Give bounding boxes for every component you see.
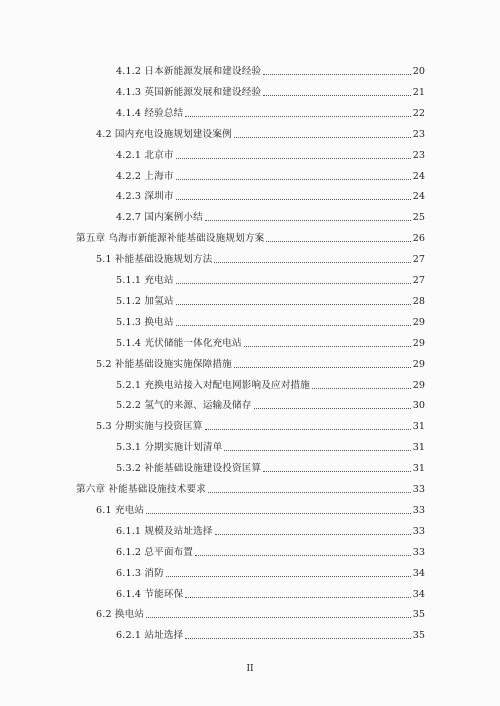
toc-entry-label: 4.2.3 深圳市 — [116, 191, 174, 203]
toc-entry-label: 6.1.4 节能环保 — [116, 588, 184, 600]
toc-entry-page-number: 35 — [412, 630, 425, 642]
toc-entry-label: 4.2.2 上海市 — [116, 170, 174, 182]
toc-dot-leader — [254, 408, 411, 409]
toc-dot-leader — [234, 137, 411, 138]
toc-entry-page-number: 33 — [412, 546, 425, 558]
toc-entry[interactable] — [116, 376, 425, 392]
toc-dot-leader — [263, 471, 410, 472]
toc-entry[interactable] — [116, 313, 425, 329]
toc-dot-leader — [176, 304, 411, 305]
toc-entry-label: 4.2 国内充电设施规划建设案例 — [96, 128, 232, 140]
toc-entry-page-number: 26 — [412, 233, 425, 245]
toc-dot-leader — [244, 346, 411, 347]
toc-entry-label: 5.1.1 充电站 — [116, 275, 174, 286]
toc-dot-leader — [214, 262, 410, 263]
toc-entry[interactable] — [76, 480, 425, 496]
toc-entry-page-number: 29 — [412, 316, 425, 328]
toc-entry-page-number: 23 — [412, 128, 425, 140]
toc-entry[interactable] — [96, 501, 425, 517]
toc-dot-leader — [176, 158, 411, 159]
toc-entry-label: 5.1.2 加氢站 — [116, 295, 174, 307]
toc-entry-label: 5.2.2 氢气的来源、运输及储存 — [116, 400, 252, 412]
toc-entry-label: 5.1 补能基础设施规划方法 — [96, 254, 213, 266]
toc-entry-label: 6.1.1 规模及站址选择 — [116, 525, 213, 537]
toc-entry-page-number: 33 — [412, 525, 425, 537]
toc-entry-label: 5.3.1 分期实施计划清单 — [116, 442, 223, 454]
toc-entry-label: 5.3 分期实施与投资匡算 — [96, 421, 203, 433]
toc-entry[interactable] — [116, 187, 425, 203]
toc-dot-leader — [205, 220, 411, 221]
toc-entry[interactable] — [76, 229, 425, 245]
toc-entry-page-number: 25 — [412, 212, 425, 224]
toc-entry-label: 4.2.7 国内案例小结 — [116, 212, 203, 224]
toc-entry[interactable] — [116, 292, 425, 308]
toc-entry-page-number: 31 — [412, 421, 425, 433]
toc-entry-page-number: 22 — [412, 107, 425, 119]
toc-entry-page-number: 33 — [412, 484, 425, 495]
toc-dot-leader — [146, 513, 411, 514]
toc-entry[interactable] — [116, 459, 425, 475]
toc-entry[interactable] — [116, 146, 425, 162]
toc-dot-leader — [234, 367, 411, 368]
toc-entry-label: 5.1.4 光伏储能一体化充电站 — [116, 337, 242, 349]
toc-dot-leader — [166, 576, 411, 577]
toc-dot-leader — [185, 597, 410, 598]
toc-entry[interactable] — [116, 83, 425, 99]
toc-entry-label: 5.2 补能基础设施实施保障措施 — [96, 358, 232, 370]
toc-dot-leader — [215, 534, 411, 535]
toc-dot-leader — [176, 325, 411, 326]
toc-entry[interactable] — [96, 250, 425, 266]
toc-entry-page-number: 29 — [412, 379, 425, 391]
toc-dot-leader — [176, 283, 411, 284]
toc-entry-label: 6.1 充电站 — [96, 504, 145, 516]
toc-entry-label: 4.2.1 北京市 — [116, 149, 174, 161]
toc-entry-page-number: 30 — [412, 400, 425, 412]
toc-entry[interactable] — [96, 125, 425, 141]
toc-entry-page-number: 35 — [412, 609, 425, 621]
toc-entry-label: 6.1.2 总平面布置 — [116, 546, 194, 558]
toc-dot-leader — [195, 555, 411, 556]
toc-dot-leader — [176, 179, 411, 180]
toc-entry-page-number: 27 — [412, 254, 425, 266]
toc-dot-leader — [263, 95, 410, 96]
toc-entry-page-number: 21 — [412, 86, 425, 98]
toc-dot-leader — [176, 199, 411, 200]
toc-entry-page-number: 33 — [412, 504, 425, 516]
toc-entry-page-number: 34 — [412, 588, 425, 600]
toc-entry[interactable] — [116, 167, 425, 183]
toc-entry-label: 5.1.3 换电站 — [116, 316, 174, 328]
toc-entry-label: 6.2 换电站 — [96, 609, 145, 621]
toc-entry-page-number: 27 — [412, 275, 425, 286]
toc-entry-page-number: 29 — [412, 358, 425, 370]
toc-entry[interactable] — [116, 396, 425, 412]
toc-entry-label: 4.1.4 经验总结 — [116, 107, 184, 119]
toc-entry-label: 6.1.3 消防 — [116, 567, 164, 579]
toc-dot-leader — [266, 241, 410, 242]
toc-entry-page-number: 28 — [412, 295, 425, 307]
toc-entry-page-number: 24 — [412, 191, 425, 203]
toc-entry[interactable] — [116, 585, 425, 601]
toc-entry-label: 第五章 乌海市新能源补能基础设施规划方案 — [76, 233, 265, 245]
toc-entry[interactable] — [116, 271, 425, 287]
toc-dot-leader — [146, 617, 411, 618]
toc-entry[interactable] — [116, 104, 425, 120]
toc-entry-page-number: 24 — [412, 170, 425, 182]
toc-entry[interactable] — [116, 543, 425, 559]
toc-entry-label: 5.3.2 补能基础设施建设投资匡算 — [116, 463, 262, 475]
toc-entry-label: 第六章 补能基础设施技术要求 — [76, 484, 206, 495]
toc-entry[interactable] — [116, 522, 425, 538]
toc-dot-leader — [224, 450, 410, 451]
toc-entry-page-number: 23 — [412, 149, 425, 161]
toc-entry-page-number: 20 — [412, 66, 425, 77]
toc-dot-leader — [208, 492, 411, 493]
toc-dot-leader — [185, 638, 410, 639]
toc-entry[interactable] — [116, 208, 425, 224]
toc-dot-leader — [263, 74, 410, 75]
toc-entry-label: 6.2.1 站址选择 — [116, 630, 184, 642]
toc-entry[interactable] — [116, 564, 425, 580]
toc-dot-leader — [205, 429, 411, 430]
toc-entry[interactable] — [96, 605, 425, 621]
page-footer-number: II — [246, 664, 254, 674]
toc-dot-leader — [185, 116, 410, 117]
toc-entry-page-number: 31 — [412, 442, 425, 454]
toc-entry[interactable] — [96, 355, 425, 371]
toc-entry-label: 4.1.2 日本新能源发展和建设经验 — [116, 66, 262, 77]
toc-dot-leader — [312, 388, 411, 389]
toc-entry-label: 4.1.3 英国新能源发展和建设经验 — [116, 86, 262, 98]
toc-entry[interactable] — [116, 334, 425, 350]
toc-entry[interactable] — [116, 438, 425, 454]
toc-entry[interactable] — [96, 417, 425, 433]
toc-entry[interactable] — [116, 62, 425, 78]
toc-entry[interactable] — [116, 626, 425, 642]
toc-entry-page-number: 29 — [412, 337, 425, 349]
toc-entry-label: 5.2.1 充换电站接入对配电网影响及应对措施 — [116, 379, 311, 391]
toc-entry-page-number: 31 — [412, 463, 425, 475]
toc-entry-page-number: 34 — [412, 567, 425, 579]
